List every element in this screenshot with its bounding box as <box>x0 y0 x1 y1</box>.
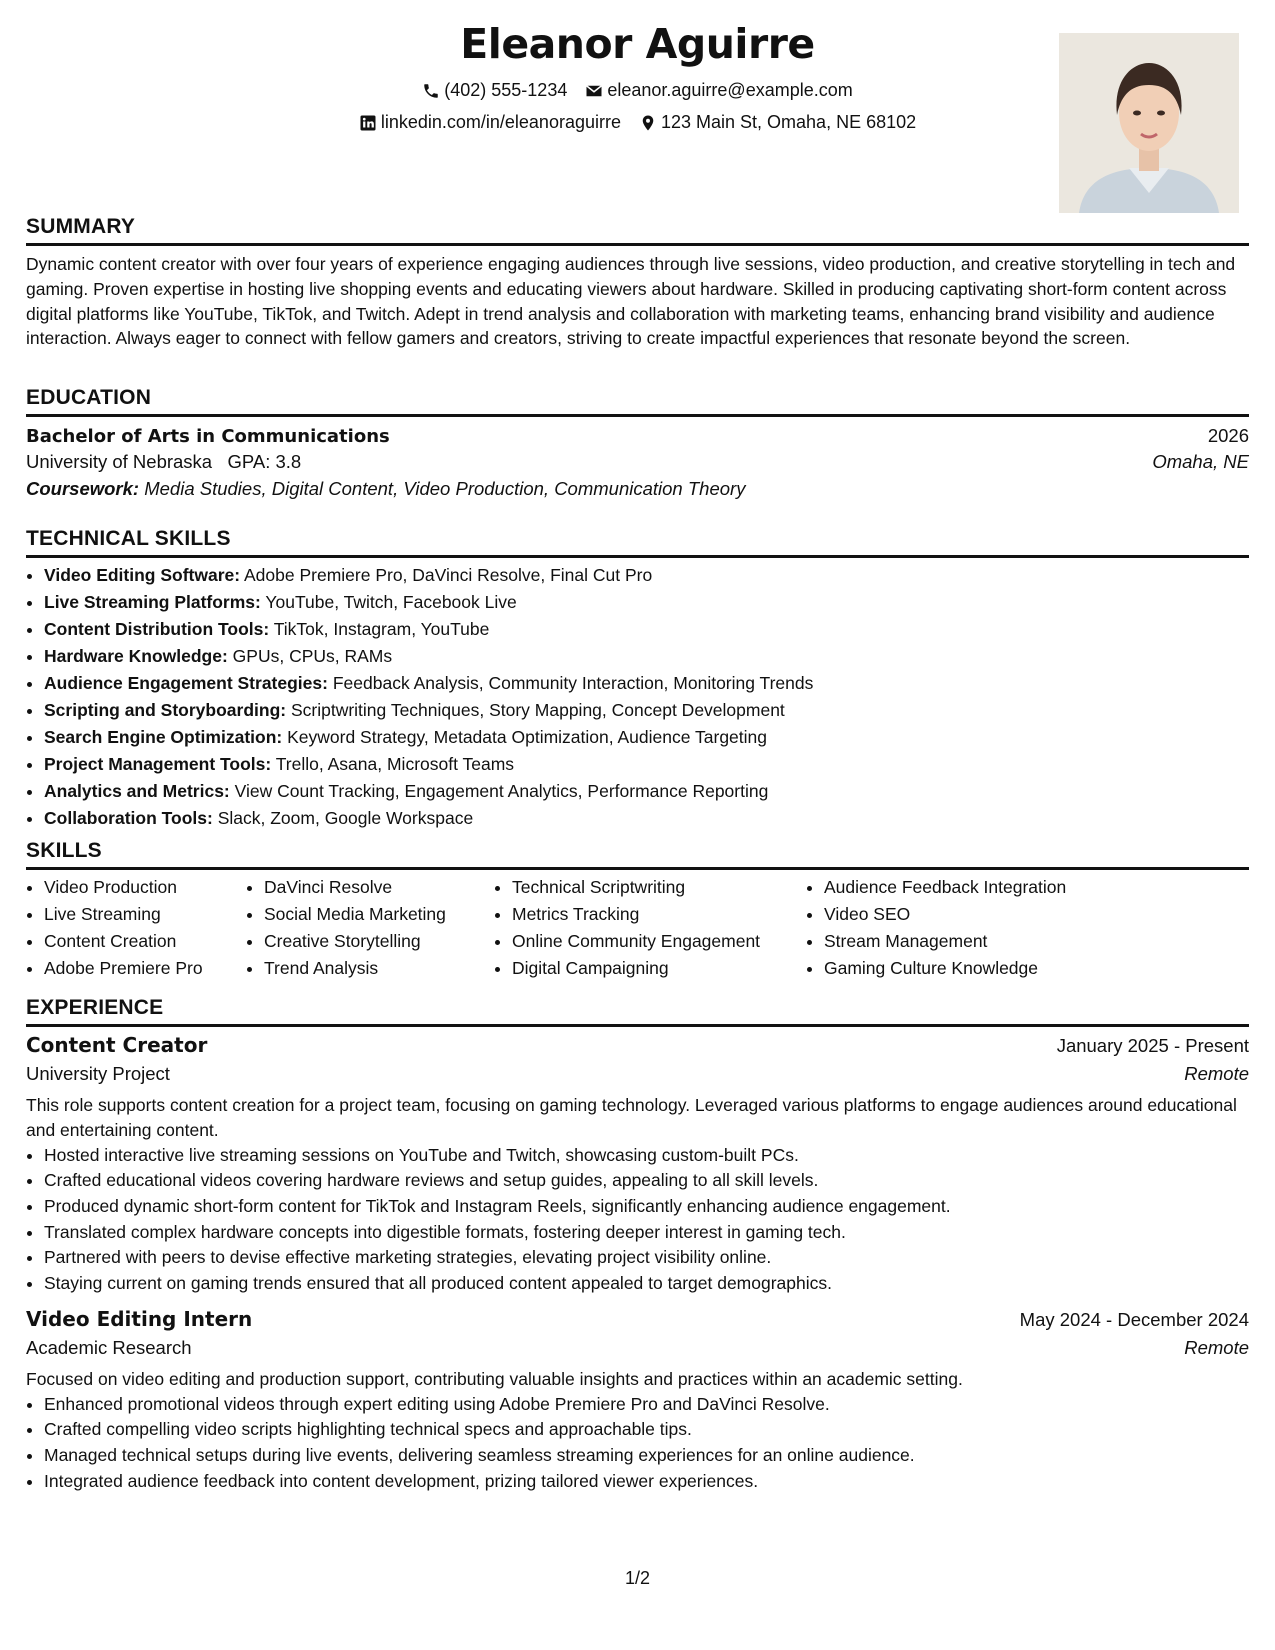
street-address: 123 Main St, Omaha, NE 68102 <box>660 112 917 132</box>
job-organization: University Project <box>26 1063 170 1084</box>
coursework-label: Coursework: <box>26 478 140 499</box>
list-item <box>44 778 1249 805</box>
list-item <box>44 616 1249 643</box>
phone-icon <box>422 82 440 100</box>
skill-category: Video Editing Software: <box>44 565 241 585</box>
skills-column-2 <box>246 874 494 982</box>
summary-text: Dynamic content creator with over four years of experience engaging audiences through live sessions, video production, and creative storytelling in tech and gaming. Proven expertise in hosting live shopping events and educating viewers about hardware. Skilled in producing captivating short-form content across digital platforms like YouTube, TikTok, and Twitch. Adept in trend analysis and collaboration with marketing teams, enhancing brand visibility and audience interaction. Always eager to connect with fellow gamers and creators, striving to create impactful experiences that resonate beyond the screen. <box>26 254 1236 349</box>
education-heading: EDUCATION <box>26 386 1249 417</box>
list-item: • Crafted educational videos covering hardware reviews and setup guides, appealing to all skill levels. <box>44 1168 1249 1194</box>
job-title: Content Creator <box>26 1033 208 1057</box>
list-item: • Online Community Engagement <box>512 928 806 955</box>
page-number: 1/2 <box>624 1568 651 1588</box>
list-item <box>44 643 1249 670</box>
job-title: Video Editing Intern <box>26 1306 253 1331</box>
experience-section <box>26 996 1249 1494</box>
job-entry <box>26 1307 1249 1495</box>
list-item <box>44 670 1249 697</box>
list-item <box>44 589 1249 616</box>
gpa: GPA: 3.8 <box>227 451 302 472</box>
skills-heading: SKILLS <box>26 839 1249 870</box>
list-item: • Trend Analysis <box>264 955 494 982</box>
skill-values: Feedback Analysis, Community Interaction, Monitoring Trends <box>332 673 814 693</box>
address-contact <box>639 112 916 133</box>
list-item: • Translated complex hardware concepts into digestible formats, fostering deeper interest in gaming tech. <box>44 1220 1249 1246</box>
coursework-list: Media Studies, Digital Content, Video Production, Communication Theory <box>144 478 746 499</box>
list-item <box>44 562 1249 589</box>
list-item: • Hosted interactive live streaming sessions on YouTube and Twitch, showcasing custom-built PCs. <box>44 1143 1249 1169</box>
list-item <box>44 805 1249 832</box>
list-item <box>44 751 1249 778</box>
technical-skills-heading: TECHNICAL SKILLS <box>26 527 1249 558</box>
portrait-image <box>1059 33 1239 213</box>
list-item: • Crafted compelling video scripts highlighting technical specs and approachable tips. <box>44 1417 1249 1443</box>
list-item <box>44 697 1249 724</box>
list-item: • Gaming Culture Knowledge <box>824 955 1124 982</box>
job-entry <box>26 1033 1249 1297</box>
skill-category: Live Streaming Platforms: <box>44 592 261 612</box>
job-organization: Academic Research <box>26 1336 192 1358</box>
education-section <box>26 386 1249 500</box>
resume-page <box>26 0 1249 1650</box>
skill-category: Content Distribution Tools: <box>44 619 270 639</box>
skill-values: Scriptwriting Techniques, Story Mapping, Concept Development <box>290 700 785 720</box>
skill-values: GPUs, CPUs, RAMs <box>232 646 393 666</box>
list-item: • Creative Storytelling <box>264 928 494 955</box>
summary-section <box>26 215 1249 351</box>
linkedin-icon <box>359 114 377 132</box>
job-dates: May 2024 - December 2024 <box>1019 1308 1249 1330</box>
skill-category: Search Engine Optimization: <box>44 727 283 747</box>
list-item: • Technical Scriptwriting <box>512 874 806 901</box>
job-dates: January 2025 - Present <box>1056 1035 1249 1056</box>
list-item: • Stream Management <box>824 928 1124 955</box>
experience-heading: EXPERIENCE <box>26 996 1249 1027</box>
skill-category: Project Management Tools: <box>44 754 272 774</box>
job-description: Focused on video editing and production support, contributing valuable insights and practices within an academic setting. <box>26 1368 963 1389</box>
list-item: • Partnered with peers to devise effective marketing strategies, elevating project visibility online. <box>44 1245 1249 1271</box>
job-header <box>26 1307 1249 1331</box>
skill-values: Trello, Asana, Microsoft Teams <box>275 754 515 774</box>
list-item: • DaVinci Resolve <box>264 874 494 901</box>
skills-column-3 <box>494 874 806 982</box>
job-description: This role supports content creation for a project team, focusing on gaming technology. Leveraged various platforms to engage audiences around educational and entertaining content. <box>26 1095 1237 1140</box>
list-item: • Integrated audience feedback into content development, prizing tailored viewer experiences. <box>44 1469 1249 1495</box>
job-header <box>26 1033 1249 1057</box>
school-name: University of Nebraska <box>26 451 213 472</box>
skill-values: TikTok, Instagram, YouTube <box>273 619 490 639</box>
school-location: Omaha, NE <box>1152 451 1249 472</box>
coursework <box>26 478 1249 500</box>
job-location: Remote <box>1184 1336 1249 1358</box>
skill-category: Scripting and Storyboarding: <box>44 700 287 720</box>
degree: Bachelor of Arts in Communications <box>26 426 390 447</box>
summary-heading: SUMMARY <box>26 215 1249 246</box>
list-item: • Audience Feedback Integration <box>824 874 1124 901</box>
skills-column-4 <box>806 874 1124 982</box>
school-info <box>26 451 301 473</box>
skill-category: Collaboration Tools: <box>44 808 213 828</box>
skill-category: Analytics and Metrics: <box>44 781 230 801</box>
job-location: Remote <box>1184 1063 1249 1084</box>
skill-values: Keyword Strategy, Metadata Optimization, Audience Targeting <box>287 727 768 747</box>
graduation-year: 2026 <box>1207 425 1249 446</box>
technical-skills-section <box>26 527 1249 832</box>
job-bullets <box>26 1392 1249 1495</box>
list-item: • Content Creation <box>44 928 246 955</box>
skill-category: Hardware Knowledge: <box>44 646 228 666</box>
list-item <box>44 724 1249 751</box>
skills-section <box>26 839 1249 982</box>
skill-values: Adobe Premiere Pro, DaVinci Resolve, Final Cut Pro <box>244 565 653 585</box>
job-subheader <box>26 1063 1249 1085</box>
map-pin-icon <box>639 114 657 132</box>
list-item: • Live Streaming <box>44 901 246 928</box>
phone-contact <box>422 80 567 101</box>
list-item: • Enhanced promotional videos through expert editing using Adobe Premiere Pro and DaVinci Resolve. <box>44 1392 1249 1418</box>
email-address[interactable]: eleanor.aguirre@example.com <box>607 80 853 100</box>
education-row-1 <box>26 425 1249 447</box>
list-item: • Produced dynamic short-form content for TikTok and Instagram Reels, significantly enhancing audience engagement. <box>44 1194 1249 1220</box>
list-item: • Adobe Premiere Pro <box>44 955 246 982</box>
technical-skills-list <box>26 562 1249 832</box>
list-item: • Metrics Tracking <box>512 901 806 928</box>
skill-category: Audience Engagement Strategies: <box>44 673 328 693</box>
job-bullets <box>26 1143 1249 1297</box>
envelope-icon <box>585 82 603 100</box>
linkedin-contact[interactable] <box>359 112 621 133</box>
skills-grid <box>26 874 1249 982</box>
skill-values: View Count Tracking, Engagement Analytics, Performance Reporting <box>234 781 769 801</box>
skill-values: Slack, Zoom, Google Workspace <box>217 808 474 828</box>
linkedin-url[interactable]: linkedin.com/in/eleanoraguirre <box>380 112 621 132</box>
candidate-name: Eleanor Aguirre <box>460 20 815 68</box>
resume-header <box>26 0 1249 215</box>
phone-number: (402) 555-1234 <box>444 80 568 100</box>
skill-values: YouTube, Twitch, Facebook Live <box>265 592 517 612</box>
profile-photo <box>1059 33 1239 213</box>
job-subheader <box>26 1337 1249 1359</box>
skills-column-1 <box>26 874 246 982</box>
list-item: • Managed technical setups during live events, delivering seamless streaming experiences for an online audience. <box>44 1443 1249 1469</box>
education-row-2 <box>26 451 1249 473</box>
list-item: • Video SEO <box>824 901 1124 928</box>
list-item: • Social Media Marketing <box>264 901 494 928</box>
email-contact[interactable] <box>585 80 852 101</box>
list-item: • Video Production <box>44 874 246 901</box>
list-item: • Digital Campaigning <box>512 955 806 982</box>
list-item: • Staying current on gaming trends ensured that all produced content appealed to target demographics. <box>44 1271 1249 1297</box>
